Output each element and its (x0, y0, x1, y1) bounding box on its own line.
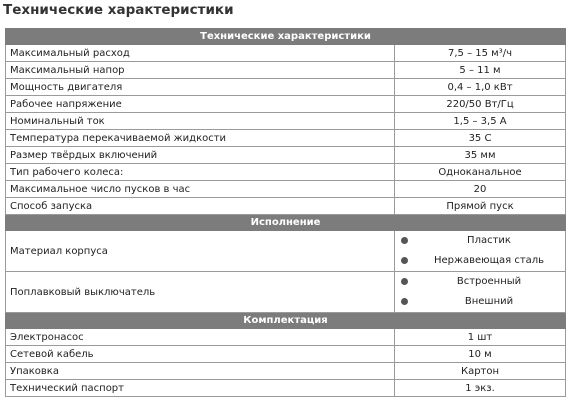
spec-label: Максимальное число пусков в час (6, 181, 395, 198)
spec-value: 1 экз. (395, 380, 566, 397)
spec-value: 20 (395, 181, 566, 198)
spec-label: Тип рабочего колеса: (6, 164, 395, 181)
bullet-icon (401, 298, 408, 305)
table-row (6, 380, 566, 397)
section-header-row (6, 29, 566, 45)
table-row (6, 181, 566, 198)
spec-label: Электронасос (6, 329, 395, 346)
bullet-icon (401, 257, 408, 264)
option-label: Встроенный (456, 276, 522, 287)
spec-value: 35 мм (395, 147, 566, 164)
spec-options (395, 231, 566, 272)
bullet-icon (401, 237, 408, 244)
spec-options (395, 272, 566, 313)
spec-label: Сетевой кабель (6, 346, 395, 363)
table-row (6, 79, 566, 96)
option-item (395, 272, 565, 292)
spec-label: Максимальный расход (6, 45, 395, 62)
spec-value: Картон (395, 363, 566, 380)
page-title: Технические характеристики (3, 2, 234, 18)
spec-value: Прямой пуск (395, 198, 566, 215)
option-item (395, 292, 565, 312)
spec-value: 1,5 – 3,5 А (395, 113, 566, 130)
table-row (6, 113, 566, 130)
spec-value: 220/50 Вт/Гц (395, 96, 566, 113)
option-label: Пластик (467, 235, 511, 246)
spec-label: Рабочее напряжение (6, 96, 395, 113)
spec-label: Максимальный напор (6, 62, 395, 79)
table-row (6, 147, 566, 164)
spec-value: 0,4 – 1,0 кВт (395, 79, 566, 96)
spec-label: Материал корпуса (6, 231, 395, 272)
spec-label: Размер твёрдых включений (6, 147, 395, 164)
spec-label: Упаковка (6, 363, 395, 380)
option-item (395, 251, 565, 271)
spec-value: 7,5 – 15 м³/ч (395, 45, 566, 62)
spec-value: 5 – 11 м (395, 62, 566, 79)
section-header-row (6, 313, 566, 329)
option-label: Внешний (464, 296, 514, 307)
specs-table (5, 28, 566, 397)
bullet-icon (401, 278, 408, 285)
section-header-row (6, 215, 566, 231)
table-row (6, 272, 566, 313)
spec-value: Одноканальное (395, 164, 566, 181)
spec-label: Технический паспорт (6, 380, 395, 397)
section-heading: Комплектация (6, 313, 566, 329)
table-row (6, 62, 566, 79)
spec-label: Температура перекачиваемой жидкости (6, 130, 395, 147)
spec-label: Номинальный ток (6, 113, 395, 130)
spec-value: 35 С (395, 130, 566, 147)
table-row (6, 329, 566, 346)
table-row (6, 164, 566, 181)
spec-label: Способ запуска (6, 198, 395, 215)
section-heading: Технические характеристики (6, 29, 566, 45)
option-item (395, 231, 565, 251)
spec-label: Мощность двигателя (6, 79, 395, 96)
spec-value: 10 м (395, 346, 566, 363)
table-row (6, 130, 566, 147)
table-row (6, 346, 566, 363)
table-row (6, 198, 566, 215)
table-row (6, 96, 566, 113)
table-row (6, 45, 566, 62)
spec-value: 1 шт (395, 329, 566, 346)
table-row (6, 363, 566, 380)
table-row (6, 231, 566, 272)
option-label: Нержавеющая сталь (433, 255, 545, 266)
spec-label: Поплавковый выключатель (6, 272, 395, 313)
section-heading: Исполнение (6, 215, 566, 231)
